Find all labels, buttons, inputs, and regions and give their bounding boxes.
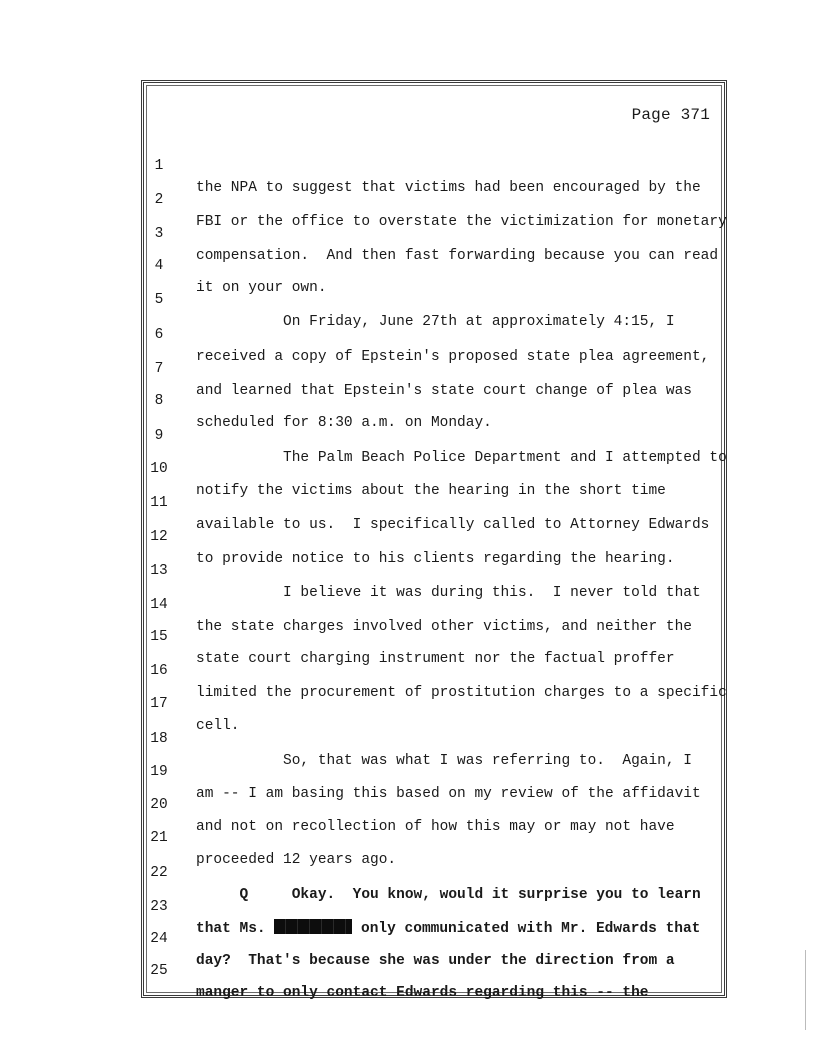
line-number: 23 bbox=[150, 899, 168, 915]
line-text: the NPA to suggest that victims had been encouraged by the bbox=[196, 180, 701, 196]
line-text-before-redaction: that Ms. bbox=[196, 921, 275, 937]
line-text: the state charges involved other victims, and neither the bbox=[196, 619, 692, 635]
line-number: 3 bbox=[154, 226, 164, 242]
line-text: day? That's because she was under the direction from a bbox=[196, 953, 675, 969]
transcript-line bbox=[0, 671, 816, 734]
line-number: 12 bbox=[150, 529, 168, 545]
line-text: cell. bbox=[196, 718, 240, 734]
line-text: state court charging instrument nor the factual proffer bbox=[196, 651, 675, 667]
line-text: it on your own. bbox=[196, 280, 327, 296]
line-number: 10 bbox=[150, 461, 168, 477]
line-text: proceeded 12 years ago. bbox=[196, 852, 397, 868]
line-text: notify the victims about the hearing in the short time bbox=[196, 483, 666, 499]
transcript-line bbox=[0, 874, 816, 937]
line-number: 6 bbox=[154, 327, 164, 343]
transcript-line bbox=[0, 706, 816, 769]
line-number: 2 bbox=[154, 192, 164, 208]
line-text: to provide notice to his clients regarding the hearing. bbox=[196, 551, 675, 567]
line-text: scheduled for 8:30 a.m. on Monday. bbox=[196, 415, 492, 431]
line-text: The Palm Beach Police Department and I attempted to bbox=[196, 450, 727, 466]
line-number: 7 bbox=[154, 361, 164, 377]
transcript-line bbox=[0, 201, 816, 264]
line-number: 13 bbox=[150, 563, 168, 579]
line-text: available to us. I specifically called to Attorney Edwards bbox=[196, 517, 710, 533]
line-number: 4 bbox=[154, 258, 164, 274]
transcript-line bbox=[0, 772, 816, 835]
line-text: and learned that Epstein's state court change of plea was bbox=[196, 383, 692, 399]
line-number: 16 bbox=[150, 663, 168, 679]
line-number: 21 bbox=[150, 830, 168, 846]
line-number: 9 bbox=[154, 428, 164, 444]
transcript-line bbox=[0, 470, 816, 533]
line-text: I believe it was during this. I never told that bbox=[196, 585, 701, 601]
line-text: So, that was what I was referring to. Again, I bbox=[196, 753, 692, 769]
page-number: Page 371 bbox=[631, 106, 710, 124]
line-text: compensation. And then fast forwarding because you can read bbox=[196, 248, 719, 264]
transcript-line bbox=[0, 638, 816, 701]
transcript-line bbox=[0, 504, 816, 567]
line-number: 20 bbox=[150, 797, 168, 813]
line-text: received a copy of Epstein's proposed state plea agreement, bbox=[196, 349, 710, 365]
line-number: 11 bbox=[150, 495, 168, 511]
transcript-line bbox=[0, 840, 816, 903]
transcript-line bbox=[0, 538, 816, 601]
line-number: 25 bbox=[150, 963, 168, 979]
line-number: 1 bbox=[154, 158, 164, 174]
line-text: manger to only contact Edwards regarding this -- the bbox=[196, 985, 649, 1001]
line-text: On Friday, June 27th at approximately 4:15, I bbox=[196, 314, 675, 330]
line-text: and not on recollection of how this may or may not have bbox=[196, 819, 675, 835]
transcript-line bbox=[0, 302, 816, 365]
line-text: am -- I am basing this based on my review of the affidavit bbox=[196, 786, 701, 802]
transcript-line bbox=[0, 739, 816, 802]
line-text: FBI or the office to overstate the victimization for monetary bbox=[196, 214, 727, 230]
line-number: 8 bbox=[154, 393, 164, 409]
line-number: 18 bbox=[150, 731, 168, 747]
line-number: 24 bbox=[150, 931, 168, 947]
line-number: 22 bbox=[150, 865, 168, 881]
scan-margin-mark bbox=[805, 950, 806, 1030]
transcript-line bbox=[0, 167, 816, 230]
transcript-line bbox=[0, 805, 816, 868]
line-number: 14 bbox=[150, 597, 168, 613]
line-number: 19 bbox=[150, 764, 168, 780]
transcript-line bbox=[0, 403, 816, 466]
transcript-line bbox=[0, 267, 816, 330]
line-number: 17 bbox=[150, 696, 168, 712]
line-text: limited the procurement of prostitution charges to a specific bbox=[196, 685, 727, 701]
transcript-line bbox=[0, 133, 816, 196]
transcript-line bbox=[0, 436, 816, 499]
line-text-after-redaction: only communicated with Mr. Edwards that bbox=[352, 921, 701, 937]
line-number: 5 bbox=[154, 292, 164, 308]
transcript-line bbox=[0, 572, 816, 635]
line-number: 15 bbox=[150, 629, 168, 645]
transcript-line bbox=[0, 336, 816, 399]
line-text: Q Okay. You know, would it surprise you to learn bbox=[196, 887, 701, 903]
